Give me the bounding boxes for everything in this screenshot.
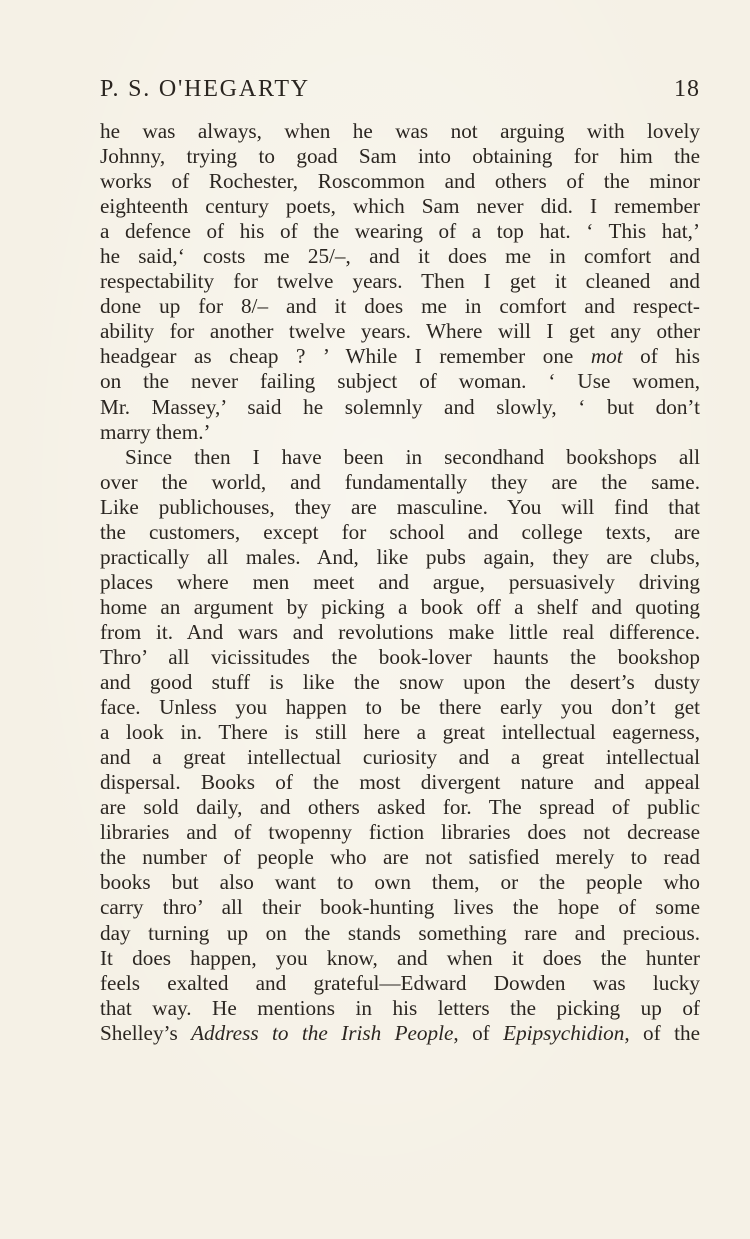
text-line: ability for another twelve years. Where will I get any other bbox=[100, 319, 700, 344]
text-segment: headgear as cheap ? ’ While I remember one bbox=[100, 344, 591, 369]
text-line: works of Rochester, Roscommon and others of the minor bbox=[100, 169, 700, 194]
text-line: from it. And wars and revolutions make little real difference. bbox=[100, 619, 700, 644]
text-line: books but also want to own them, or the people who bbox=[100, 870, 700, 895]
text-line: Since then I have been in secondhand bookshops all bbox=[125, 444, 700, 469]
running-header bbox=[100, 76, 700, 110]
text-line: Like publichouses, they are masculine. You will find that bbox=[100, 494, 700, 519]
text-line: dispersal. Books of the most divergent nature and appeal bbox=[100, 770, 700, 795]
text-line bbox=[100, 344, 700, 369]
text-line: the number of people who are not satisfied merely to read bbox=[100, 845, 700, 870]
page-number: 18 bbox=[674, 76, 700, 102]
text-line: carry thro’ all their book-hunting lives the hope of some bbox=[100, 895, 700, 920]
text-line: It does happen, you know, and when it does the hunter bbox=[100, 945, 700, 970]
text-line: the customers, except for school and college texts, are bbox=[100, 519, 700, 544]
text-segment: of his bbox=[622, 344, 700, 369]
text-segment: , of bbox=[453, 1020, 504, 1045]
text-line: home an argument by picking a book off a shelf and quoting bbox=[100, 594, 700, 619]
text-line: done up for 8/– and it does me in comfort and respect- bbox=[100, 294, 700, 319]
text-line: Johnny, trying to goad Sam into obtaining for him the bbox=[100, 144, 700, 169]
text-line: Mr. Massey,’ said he solemnly and slowly, ‘ but don’t bbox=[100, 394, 700, 419]
text-segment: Shelley’s bbox=[100, 1020, 192, 1045]
text-line: a look in. There is still here a great intellectual eagerness, bbox=[100, 720, 700, 745]
text-line: day turning up on the stands something rare and precious. bbox=[100, 920, 700, 945]
text-line: on the never failing subject of woman. ‘ Use women, bbox=[100, 369, 700, 394]
italic-title: Address to the Irish People bbox=[191, 1020, 454, 1045]
text-line: libraries and of twopenny fiction libraries does not decrease bbox=[100, 820, 700, 845]
text-segment: , of the bbox=[624, 1020, 700, 1045]
running-head-author: P. S. O'HEGARTY bbox=[100, 76, 310, 102]
text-line: practically all males. And, like pubs again, they are clubs, bbox=[100, 544, 700, 569]
italic-title: mot bbox=[590, 344, 623, 369]
text-line: eighteenth century poets, which Sam never did. I remember bbox=[100, 194, 700, 219]
text-line: a defence of his of the wearing of a top hat. ‘ This hat,’ bbox=[100, 219, 700, 244]
text-line: face. Unless you happen to be there early you don’t get bbox=[100, 695, 700, 720]
italic-title: Epipsychidion bbox=[503, 1020, 625, 1045]
text-line: over the world, and fundamentally they are the same. bbox=[100, 469, 700, 494]
text-line: he said,‘ costs me 25/–, and it does me in comfort and bbox=[100, 244, 700, 269]
text-line: Thro’ all vicissitudes the book-lover haunts the bookshop bbox=[100, 644, 700, 669]
text-line: respectability for twelve years. Then I get it cleaned and bbox=[100, 269, 700, 294]
text-line: that way. He mentions in his letters the picking up of bbox=[100, 995, 700, 1020]
text-line: and good stuff is like the snow upon the desert’s dusty bbox=[100, 670, 700, 695]
text-line: he was always, when he was not arguing with lovely bbox=[100, 119, 700, 143]
text-line bbox=[100, 1021, 700, 1046]
text-line: marry them.’ bbox=[100, 419, 211, 444]
text-line: and a great intellectual curiosity and a great intellectual bbox=[100, 745, 700, 770]
text-line: are sold daily, and others asked for. The spread of public bbox=[100, 795, 700, 820]
text-line: places where men meet and argue, persuasively driving bbox=[100, 569, 700, 594]
body-text bbox=[100, 119, 700, 1046]
text-line: feels exalted and grateful—Edward Dowden was lucky bbox=[100, 970, 700, 995]
